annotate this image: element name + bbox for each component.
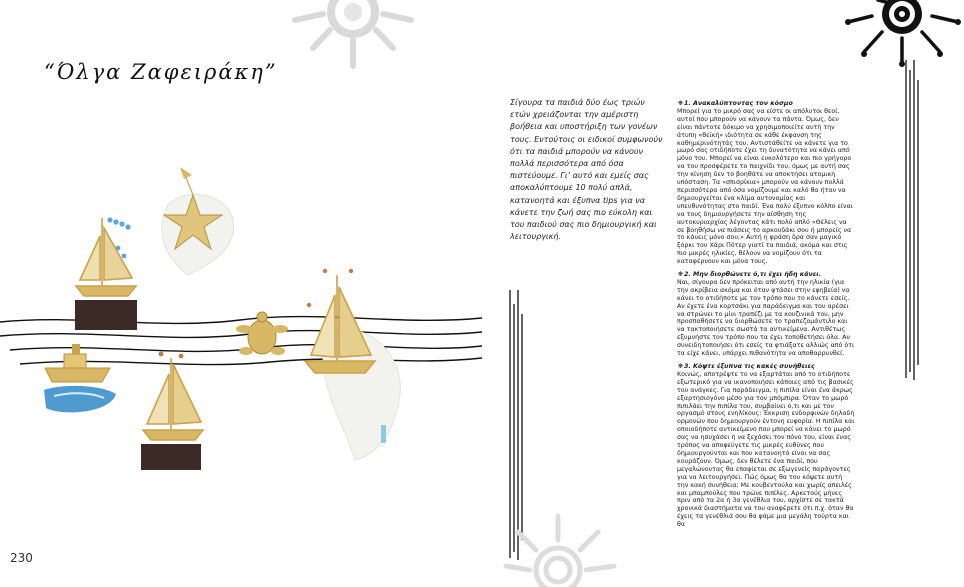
section-title: ❋1. Ανακαλύπτοντας τον κόσμο (677, 100, 793, 107)
starfish-ornament (148, 165, 243, 280)
author-name: “Όλγα Ζαφειράκη” (44, 60, 278, 84)
sailboat-ornament-center (135, 350, 215, 475)
section-text: Κοινώς, αποτρέψτε το να εξαρτάται από το οτιδήποτε εξωτερικό για να ικανοποιήσει κάποιες από τις βασικές του ανάγκες. Για παράδειγμα, η πιπίλα είναι ένα άκρως εξαρτησιογόνο μέσο για τον μπόμπιρα. Όταν το μωρό πιπιλάει την πιπίλα του, συμβαίνει ό,τι και με τον οργασμό στους ενηλίκους: Έκκριση ενδορφινών δηλαδή ορμονών που δημιουργούν έντονη ευφορία. Η πιπίλα και οποιοδήποτε αντικείμενο που μπορεί να κάνει το μωρό σας να ησυχάσει ή να ξεχάσει τον πόνο του, είναι ένας τρόπος να αποφεύγετε τις μικρές ευθύνες που δημιουργούνται και που κατανοητό είναι να σας κουράζουν. Όμως, δεν θέλετε ένα παιδί, που μεγαλώνοντας θα επαφίεται σε εξωγενείς παράγοντες για να λειτουργήσει. Πώς όμως θα του κόψετε αυτή την κακή συνήθεια; Με κουβεντούλα και χωρίς απειλές και μπαμπούλες που τρώνε πιπίλες. Αρκετούς μήνες πριν από τα 2α ή 3α γενέθλια του, αρχίστε σε τακτά χρονικά διαστήματα να του αναφέρετε ότι π.χ. όταν θα έχεις τα γενέθλιά σου θα φάμε μια μεγάλη τούρτα και θα (677, 370, 855, 529)
asterisk-icon: ❋ (677, 100, 684, 107)
sun-decoration-top (285, 0, 420, 70)
body-column (677, 100, 855, 534)
vertical-strokes-right (902, 60, 922, 380)
sun-decoration-bottom (502, 510, 622, 587)
sailboat-ornament-right (285, 265, 415, 465)
section-title: ❋2. Μην διορθώνετε ό,τι έχει ήδη κάνει. (677, 271, 822, 279)
turtle-ornament (232, 305, 292, 365)
section-text: Μπορεί για το μικρό σας να είστε οι απόλυτοι θεοί, αυτοί που μπορούν να κάνουν τα πάντα. Όμως, δεν είναι πάντοτε δόκιμο να χρησιμοποιείτε αυτή την άτυπη «θεϊκή» ιδιότητα σε κάθε έκφανση της καθημερινότητάς του. Αντιστάθείτε να κάνετε για το μωρό σας οτιδήποτε έχει τη δυνατότητα να κάνει από μόνο του. Μπορεί να είναι ευκολότερο και πιο γρήγορο να του προσφέρετε το παιχνίδι του, όμως με αυτή σας την κίνηση δεν το βοηθάτε να αποκτήσει ατομική υπόσταση. Τα «σπισρίκια» μπορούν να κάνουν πολλά περισσότερα από όσα νομίζουμε και καλό θα ήταν να δημιουργείται ένα κλίμα αυτονομίας και υπευθυνότητας στο παιδί. Ένα πολύ έξυπνο κόλπο είναι να τους δημιουργήσετε την αίσθηση της αυτοκυριαρχίας λέγοντας κάτι πολύ απλό «Θέλεις να σε βοηθήσω να πιάσεις το αρκουδάκι σου ή μπορείς να το κάνεις μόνο σου;» Αυτή η φράση δρα σαν μαγικό ξόρκι του Χάρι Πότερ γιατί τα παιδιά, ακόμα και στις πιο μικρές ηλικίες, θέλουν να νομίζουν ότι τα καταφέρνουν και μόνα τους. (677, 107, 853, 266)
asterisk-icon: ❋ (677, 363, 684, 370)
page-number: 230 (10, 551, 33, 565)
asterisk-icon: ❋ (677, 271, 684, 279)
intro-paragraph: Σίγουρα τα παιδιά δύο έως τριών ετών χρειάζονται την αμέριστη βοήθεια και υποστήριξη των γονέων τους. Εντούτοις οι ειδικοί συμφωνούν ότι τα παιδιά μπορούν να κάνουν πολλά περισσότερα από όσα πιστεύουμε. Γι’ αυτό και εμείς σας αποκαλύπτουμε 10 πολύ απλά, κατανοητά και έξυπνα tips για να κάνετε την ζωή σας πιο εύκολη και του παιδιού σας πιο δημιουργική και λειτουργική. (510, 98, 663, 242)
section-text: Ναι, σίγουρα δεν πρόκειται από αυτή την ηλικία (για την ακρίβεια ακόμα και όταν φτάσει στην εφηβεία) να κάνει το οτιδήποτε με τον τρόπο που το κάνετε εσείς. Αν έχετε ένα κορτσάκι για παράδειγμα και του αρέσει να στρώνει το μίνι τραπέζι με τα κουζινικά του, μην προσπαθήσετε να διορθώσετε το τραπεζομάντιλο και να τακτοποιήσετε σωστά τα αντικείμενα. Αντιθέτως εξυμνήστε τον τρόπο που τα έχει τοποθετήσει όλα. Αν συνειδητοποιήσει ότι εσείς τα φτιάξατε αλλιώς από ότι τα είχε κάνει, υπάρχει πιθανότητα να αποθαρρυνθεί. (677, 278, 855, 358)
tugboat-ornament (40, 340, 120, 420)
section-title: ❋3. Κόψτε έξυπνα τις κακές συνήθειες (677, 363, 815, 370)
sailboat-ornament-left (70, 208, 150, 333)
